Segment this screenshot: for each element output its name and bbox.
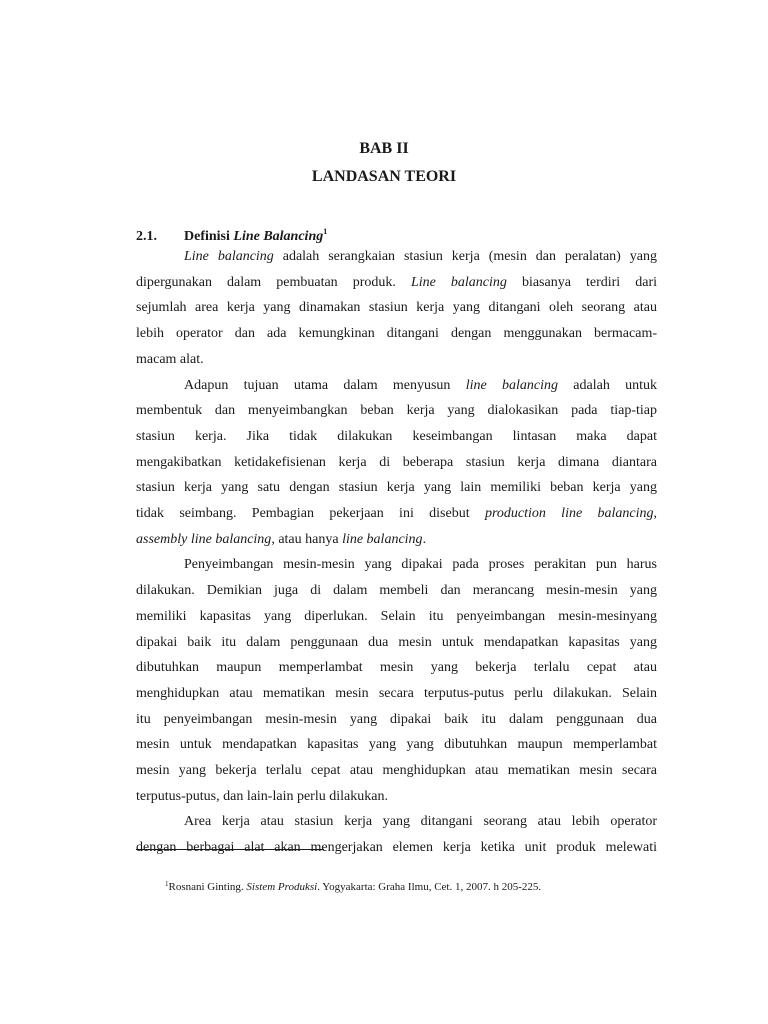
footnote-rule — [136, 849, 324, 850]
text-line — [184, 813, 657, 831]
footnote-author: Rosnani Ginting. — [168, 881, 247, 893]
text-line — [136, 634, 657, 652]
italic-term: Line balancing — [184, 249, 274, 264]
text-line — [136, 325, 657, 343]
text-line — [136, 582, 657, 600]
text-run: adalah serangkaian stasiun kerja (mesin dan peralatan) yang — [273, 249, 657, 264]
text-run: Penyeimbangan mesin-mesin yang dipakai pada proses perakitan pun harus — [184, 557, 657, 572]
text-line — [136, 762, 657, 780]
text-run: dipergunakan dalam pembuatan produk. — [136, 275, 411, 290]
text-line — [136, 299, 657, 317]
text-line — [136, 608, 657, 626]
text-line — [136, 685, 657, 703]
text-line — [136, 659, 657, 677]
text-line — [136, 402, 657, 420]
text-line — [184, 377, 657, 395]
text-run: stasiun kerja yang satu dengan stasiun kerja yang lain memiliki beban kerja yang — [136, 480, 657, 495]
text-run: menghidupkan atau mematikan mesin secara terputus-putus perlu dilakukan. Selain — [136, 686, 657, 701]
text-line — [184, 556, 657, 574]
text-run: . — [422, 532, 427, 547]
text-line — [136, 428, 657, 446]
chapter-title: LANDASAN TEORI — [311, 168, 457, 185]
text-run: stasiun kerja. Jika tidak dilakukan keseimbangan lintasan maka dapat — [136, 429, 657, 444]
text-run: tidak seimbang. Pembagian pekerjaan ini disebut — [136, 506, 485, 521]
text-run: dibutuhkan maupun memperlambat mesin yang bekerja terlalu cepat atau — [136, 660, 657, 675]
footnote — [165, 880, 541, 893]
text-run: sejumlah area kerja yang dinamakan stasiun kerja yang ditangani oleh seorang atau — [136, 300, 657, 315]
italic-term: Line balancing — [410, 275, 507, 290]
text-line — [136, 736, 657, 754]
text-line — [136, 531, 657, 549]
footnote-number: 1 — [165, 880, 169, 888]
text-run: mengakibatkan ketidakefisienan kerja di beberapa stasiun kerja dimana diantara — [136, 455, 657, 470]
section-number: 2.1. — [136, 229, 157, 244]
section-heading — [136, 227, 327, 245]
text-line — [136, 711, 657, 729]
italic-term: line balancing — [342, 532, 423, 547]
text-run: macam alat. — [136, 352, 204, 367]
text-line — [184, 248, 657, 266]
footnote-reference: 1 — [323, 227, 328, 236]
text-run: dipakai baik itu dalam penggunaan dua mesin untuk mendapatkan kapasitas yang — [136, 635, 657, 650]
text-line — [136, 479, 657, 497]
text-run: Adapun tujuan utama dalam menyusun — [184, 378, 466, 393]
text-run: adalah untuk — [558, 378, 657, 393]
italic-term: assembly line balancing — [136, 532, 272, 547]
text-line — [136, 839, 657, 857]
footnote-publication: . Yogyakarta: Graha Ilmu, Cet. 1, 2007. h 205-225. — [317, 881, 542, 893]
text-run: dengan berbagai alat akan mengerjakan elemen kerja ketika unit produk melewati — [136, 840, 657, 855]
section-label: Definisi — [184, 229, 234, 244]
text-run: biasanya terdiri dari — [506, 275, 658, 290]
footnote-book-title: Sistem Produksi — [246, 881, 318, 893]
chapter-heading: BAB II — [359, 140, 409, 157]
text-line — [136, 788, 657, 806]
text-run: Area kerja atau stasiun kerja yang ditangani seorang atau lebih operator — [184, 814, 657, 829]
text-run: , atau hanya — [271, 532, 343, 547]
text-run: lebih operator dan ada kemungkinan ditangani dengan menggunakan bermacam- — [136, 326, 657, 341]
text-line — [136, 505, 657, 523]
text-run: terputus-putus, dan lain-lain perlu dilakukan. — [136, 789, 388, 804]
text-run: mesin untuk mendapatkan kapasitas yang yang dibutuhkan maupun memperlambat — [136, 737, 657, 752]
text-run: itu penyeimbangan mesin-mesin yang dipakai baik itu dalam penggunaan dua — [136, 712, 657, 727]
text-line — [136, 351, 657, 369]
text-line — [136, 454, 657, 472]
italic-term: line balancing — [465, 378, 558, 393]
italic-term: production line balancing — [484, 506, 654, 521]
text-run: mesin yang bekerja terlalu cepat atau menghidupkan atau mematikan mesin secara — [136, 763, 657, 778]
text-run: dilakukan. Demikian juga di dalam membeli dan merancang mesin-mesin yang — [136, 583, 657, 598]
section-term: Line Balancing — [233, 229, 324, 244]
text-run: memiliki kapasitas yang diperlukan. Selain itu penyeimbangan mesin-mesinyang — [136, 609, 657, 624]
text-line — [136, 274, 657, 292]
text-run: membentuk dan menyeimbangkan beban kerja yang dialokasikan pada tiap-tiap — [136, 403, 657, 418]
text-run: , — [653, 506, 657, 521]
